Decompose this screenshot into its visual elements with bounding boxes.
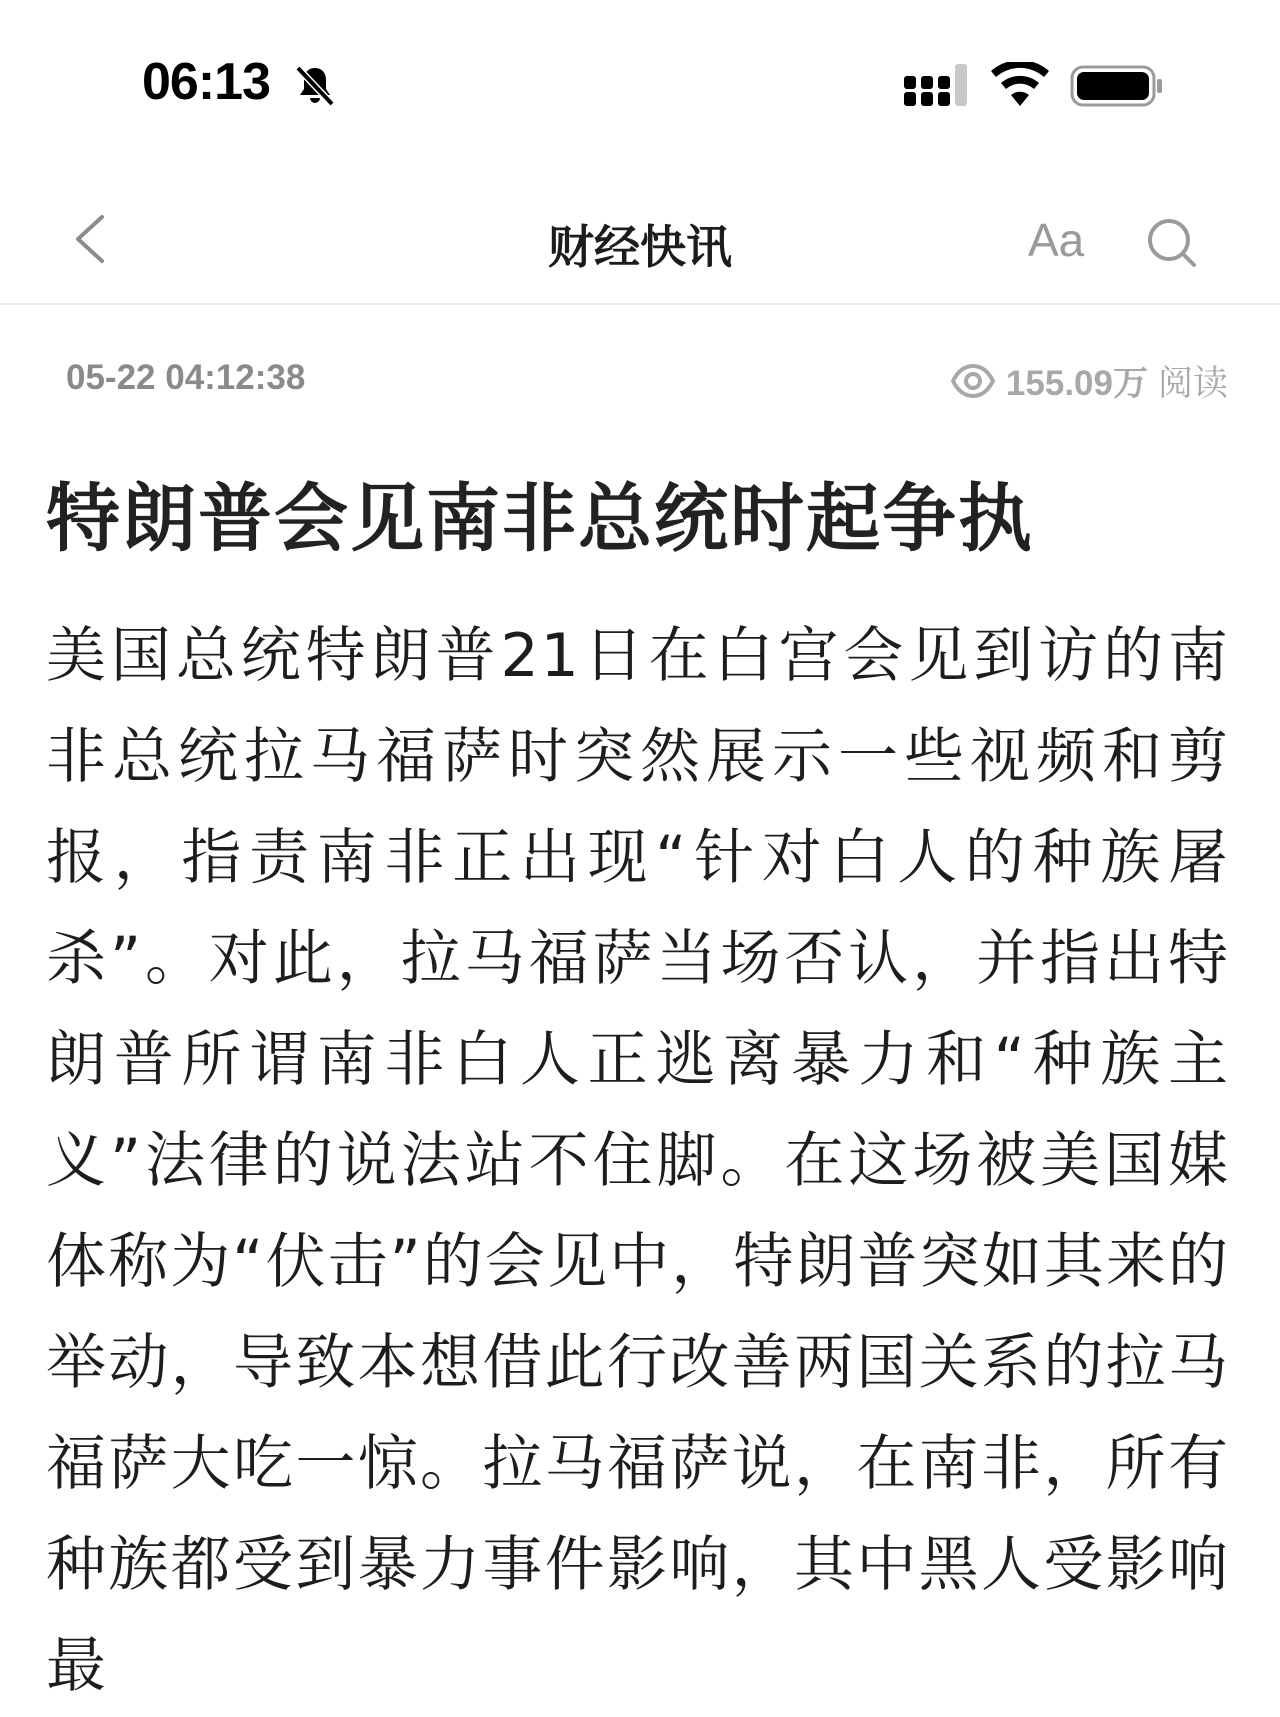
status-bar bbox=[0, 0, 1280, 175]
page-title: 财经快讯 bbox=[548, 220, 732, 274]
article-headline: 特朗普会见南非总统时起争执 bbox=[46, 476, 1034, 562]
view-label: 阅读 bbox=[1157, 364, 1228, 404]
nav-bar bbox=[0, 175, 1280, 305]
search-icon[interactable] bbox=[1144, 215, 1198, 269]
publish-datetime: 05-22 04:12:38 bbox=[66, 358, 306, 397]
font-size-button[interactable]: Aa bbox=[1028, 214, 1085, 266]
cellular-signal-icon bbox=[904, 64, 970, 108]
view-count: 155.09万 bbox=[1005, 364, 1148, 403]
eye-icon bbox=[950, 361, 996, 401]
bell-muted-icon bbox=[292, 62, 338, 108]
article-body: 美国总统特朗普21日在白宫会见到访的南非总统拉马福萨时突然展示一些视频和剪报，指责南非正出现“针对白人的种族屠杀”。对此，拉马福萨当场否认，并指出特朗普所谓南非白人正逃离暴力和“种族主义”法律的说法站不住脚。在这场被美国媒体称为“伏击”的会见中，特朗普突如其来的举动，导致本想借此行改善两国关系的拉马福萨大吃一惊。拉马福萨说，在南非，所有种族都受到暴力事件影响，其中黑人受影响最 bbox=[46, 621, 1230, 1701]
view-count-row bbox=[950, 356, 1228, 406]
status-time: 06:13 bbox=[142, 53, 270, 111]
battery-icon bbox=[1070, 64, 1164, 108]
wifi-icon bbox=[990, 62, 1050, 108]
